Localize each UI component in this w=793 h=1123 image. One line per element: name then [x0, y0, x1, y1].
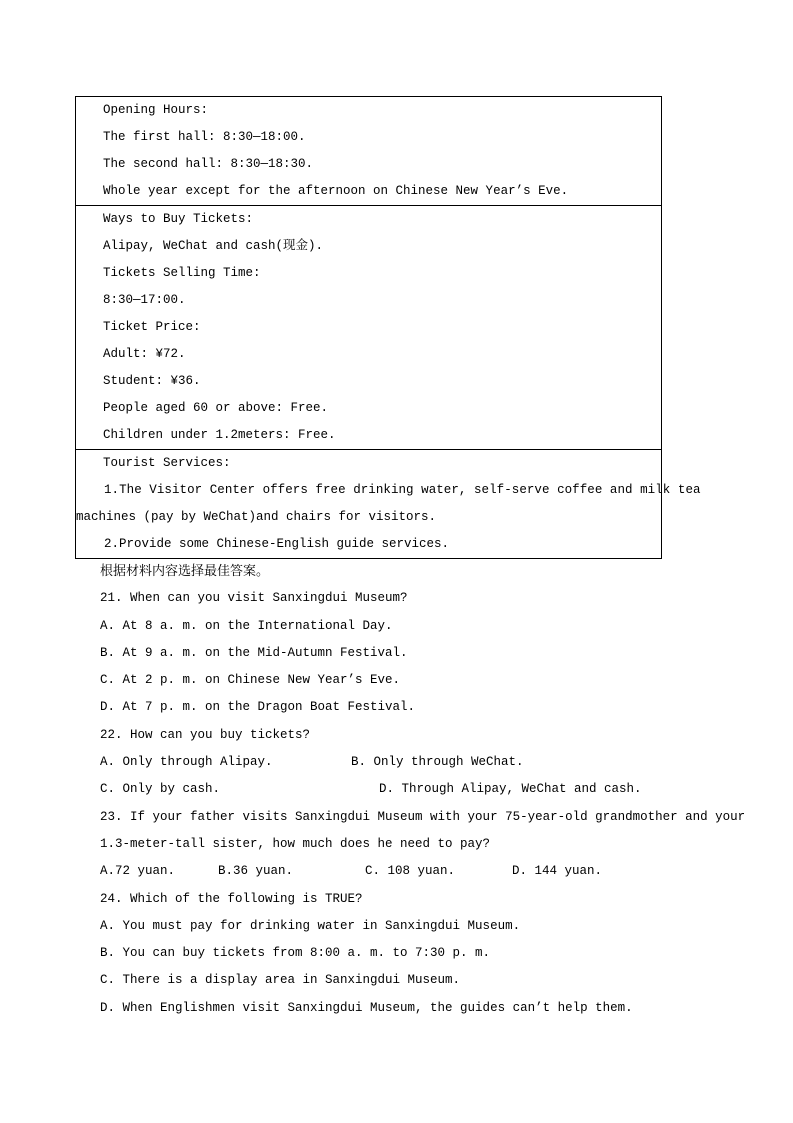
q22-option-d: D. Through Alipay, WeChat and cash.: [379, 782, 642, 797]
service-item-2: 2.Provide some Chinese-English guide services.: [104, 537, 450, 551]
tourist-services-section: [76, 449, 701, 558]
service-item-1-line-1: 1.The Visitor Center offers free drinking water, self-serve coffee and milk tea: [104, 483, 701, 497]
q24-option-c: C. There is a display area in Sanxingdui Museum.: [100, 973, 461, 988]
selling-time-heading: Tickets Selling Time:: [103, 266, 261, 280]
student-price: Student: ¥36.: [103, 374, 201, 388]
opening-hours-heading: Opening Hours:: [103, 103, 209, 117]
q23-option-b: B.36 yuan.: [218, 864, 294, 879]
q23-option-d: D. 144 yuan.: [512, 864, 603, 879]
q22-option-b: B. Only through WeChat.: [351, 755, 524, 770]
tourist-services-heading: Tourist Services:: [103, 456, 231, 470]
q21-option-c: C. At 2 p. m. on Chinese New Year’s Eve.: [100, 673, 401, 688]
service-item-1-line-2: machines (pay by WeChat)and chairs for visitors.: [76, 510, 437, 524]
child-price: Children under 1.2meters: Free.: [103, 428, 336, 442]
q22-stem: 22. How can you buy tickets?: [100, 727, 311, 742]
q24-option-b: B. You can buy tickets from 8:00 a. m. to 7:30 p. m.: [100, 946, 491, 961]
second-hall-hours: The second hall: 8:30—18:30.: [103, 157, 314, 171]
questions-block: [100, 558, 746, 1022]
opening-exception: Whole year except for the afternoon on Chinese New Year’s Eve.: [103, 184, 569, 198]
q23-option-c: C. 108 yuan.: [365, 864, 456, 879]
museum-info-table: [75, 96, 701, 559]
q21-option-b: B. At 9 a. m. on the Mid-Autumn Festival.: [100, 645, 408, 660]
tickets-section: [76, 205, 661, 449]
q24-option-d: D. When Englishmen visit Sanxingdui Museum, the guides can’t help them.: [100, 1000, 633, 1015]
q22-option-a: A. Only through Alipay.: [100, 755, 273, 770]
opening-hours-section: [76, 97, 661, 205]
instruction: 根据材料内容选择最佳答案。: [100, 564, 270, 579]
ticket-price-heading: Ticket Price:: [103, 320, 201, 334]
q21-stem: 21. When can you visit Sanxingdui Museum?: [100, 591, 408, 606]
q22-option-c: C. Only by cash.: [100, 782, 221, 797]
first-hall-hours: The first hall: 8:30—18:00.: [103, 130, 306, 144]
q23-option-a: A.72 yuan.: [100, 864, 176, 879]
q22-options-row-1: [100, 749, 740, 776]
q23-stem-line-2: 1.3-meter-tall sister, how much does he need to pay?: [100, 836, 491, 851]
ways-to-buy-heading: Ways to Buy Tickets:: [103, 212, 254, 226]
payment-methods: Alipay, WeChat and cash(现金).: [103, 239, 324, 253]
q22-options-row-2: [100, 776, 740, 803]
selling-time: 8:30—17:00.: [103, 293, 186, 307]
q24-option-a: A. You must pay for drinking water in Sanxingdui Museum.: [100, 918, 521, 933]
q24-stem: 24. Which of the following is TRUE?: [100, 891, 363, 906]
adult-price: Adult: ¥72.: [103, 347, 186, 361]
q23-stem-line-1: 23. If your father visits Sanxingdui Museum with your 75-year-old grandmother and your: [100, 809, 746, 824]
senior-price: People aged 60 or above: Free.: [103, 401, 329, 415]
q23-options-row: [100, 858, 740, 885]
q21-option-a: A. At 8 a. m. on the International Day.: [100, 618, 393, 633]
q21-option-d: D. At 7 p. m. on the Dragon Boat Festival.: [100, 700, 416, 715]
